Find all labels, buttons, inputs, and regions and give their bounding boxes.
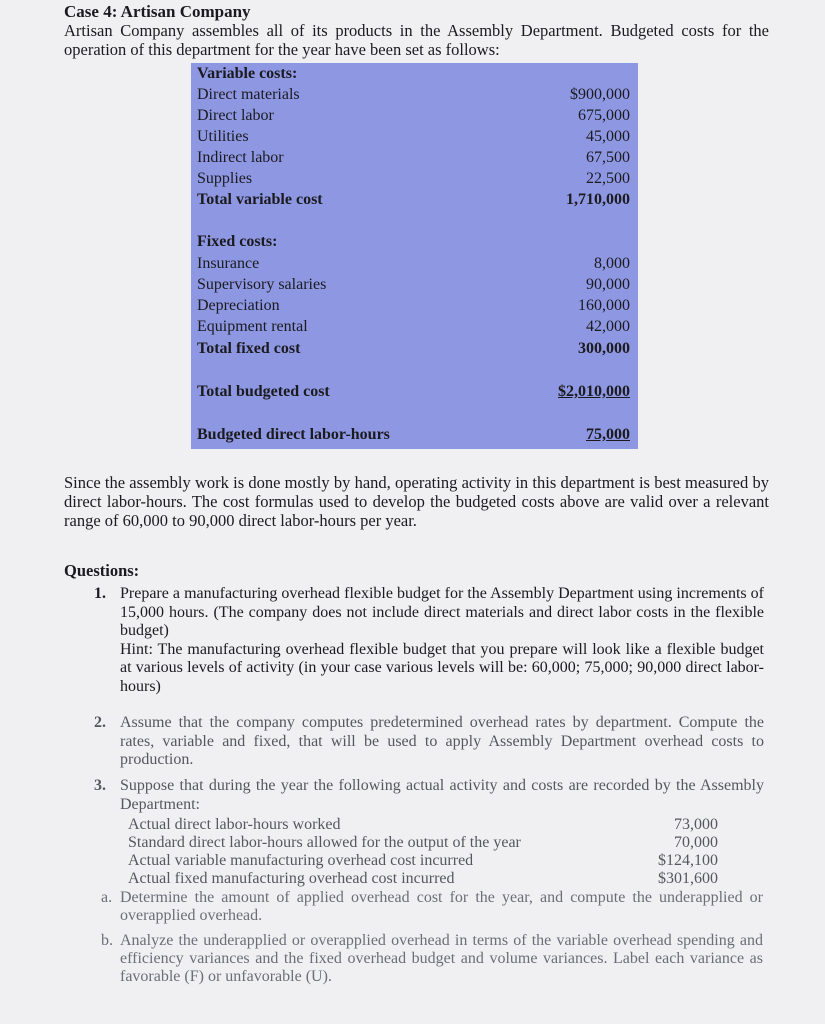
sub-question-text: Analyze the underapplied or overapplied overhead in terms of the variable overhead spending and efficiency variances and the fixed overhead budget and volume variances. Label each variance as favorable (F) or unfavorable (U).: [120, 932, 763, 985]
actual-data-row: Standard direct labor-hours allowed for the output of the year 70,000: [128, 834, 718, 851]
sub-question: [101, 889, 763, 925]
budget-row: Supplies 22,500: [197, 170, 630, 187]
budgeted-hours-row: Budgeted direct labor-hours 75,000: [197, 426, 630, 443]
budget-table: [191, 63, 638, 449]
total-fixed-row: Total fixed cost 300,000: [197, 340, 630, 357]
intro-text: Artisan Company assembles all of its products in the Assembly Department. Budgeted costs for the operation of this department for the year have been set as follows:: [64, 21, 769, 59]
sub-question-label: b.: [101, 932, 113, 949]
budget-row: Insurance 8,000: [197, 255, 630, 272]
question-text: Prepare a manufacturing overhead flexible budget for the Assembly Department using increments of 15,000 hours. (The company does not include direct materials and direct labor costs in the flexible budget): [120, 585, 764, 639]
budget-row: Indirect labor 67,500: [197, 149, 630, 166]
sub-question: [101, 932, 763, 986]
question-number: 2.: [94, 714, 106, 731]
variable-costs-header: Variable costs:: [197, 65, 298, 82]
question-text: Assume that the company computes predetermined overhead rates by department. Compute the rates, variable and fixed, that will be used to apply Assembly Department overhead costs to production.: [120, 714, 764, 768]
budget-row: Depreciation 160,000: [197, 297, 630, 314]
question-item: [94, 585, 764, 696]
question-number: 1.: [94, 585, 106, 602]
case-title: Case 4: Artisan Company: [64, 2, 251, 21]
question-item: [94, 777, 764, 814]
question-text: Suppose that during the year the following actual activity and costs are recorded by the Assembly Department:: [120, 777, 764, 813]
budget-row: Supervisory salaries 90,000: [197, 276, 630, 293]
sub-question-label: a.: [101, 889, 113, 906]
fixed-costs-header: Fixed costs:: [197, 233, 278, 250]
sub-question-text: Determine the amount of applied overhead cost for the year, and compute the underapplied or overapplied overhead.: [120, 889, 763, 924]
budget-row: Direct labor 675,000: [197, 107, 630, 124]
actual-data-row: Actual fixed manufacturing overhead cost incurred $301,600: [128, 870, 718, 887]
question-hint: Hint: The manufacturing overhead flexible budget that you prepare will look like a flexible budget at various levels of activity (in your case various levels will be: 60,000; 75,000; 90,000 direct labor-hours): [120, 640, 764, 695]
question-item: [94, 714, 764, 770]
questions-heading: Questions:: [64, 561, 140, 580]
budget-row: Utilities 45,000: [197, 128, 630, 145]
actual-data-row: Actual variable manufacturing overhead cost incurred $124,100: [128, 852, 718, 869]
actual-data-row: Actual direct labor-hours worked 73,000: [128, 816, 718, 833]
budget-row: Equipment rental 42,000: [197, 318, 630, 335]
total-budgeted-row: Total budgeted cost $2,010,000: [197, 383, 630, 400]
budget-row: Direct materials $900,000: [197, 86, 630, 103]
explanation-paragraph: Since the assembly work is done mostly by hand, operating activity in this department is best measured by direct labor-hours. The cost formulas used to develop the budgeted costs above are valid over a relevant range of 60,000 to 90,000 direct labor-hours per year.: [64, 473, 769, 530]
question-number: 3.: [94, 777, 106, 794]
total-variable-row: Total variable cost 1,710,000: [197, 191, 630, 208]
